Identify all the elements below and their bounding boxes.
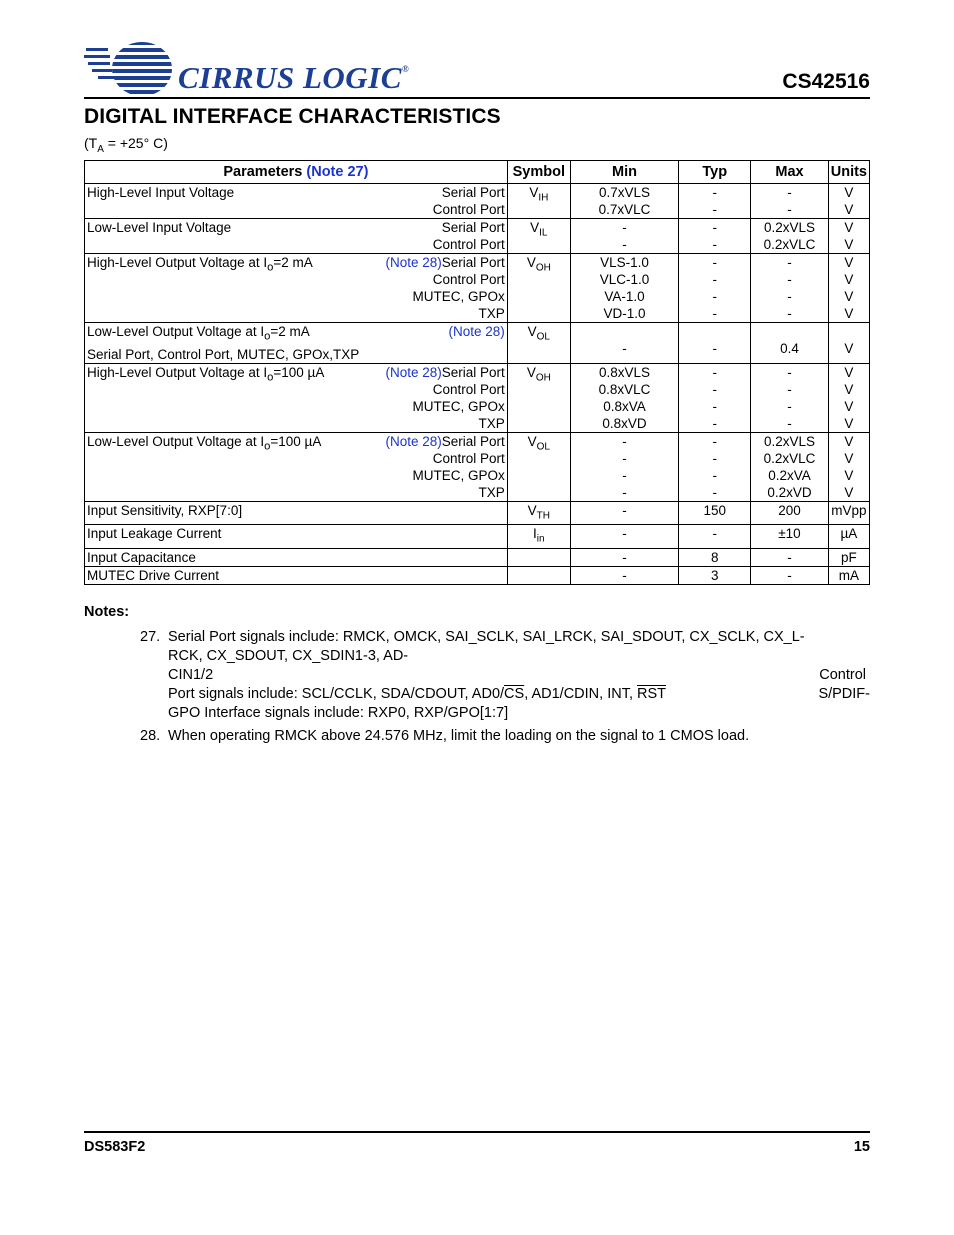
min-cell: - - - - [570, 432, 678, 501]
max-cell: - [751, 567, 829, 585]
units-cell: pF [828, 549, 869, 567]
header-max: Max [751, 161, 829, 184]
typ-cell: - - - - [679, 363, 751, 432]
spec-table [84, 160, 870, 585]
header-rule [84, 97, 870, 99]
max-cell: - - [751, 184, 829, 219]
max-cell: 0.4 [751, 323, 829, 364]
note-27-link[interactable]: (Note 27) [306, 163, 369, 180]
param-cell: MUTEC Drive Current [85, 567, 508, 585]
table-row [85, 567, 870, 585]
param-cell: High-Level Output Voltage at $I_o=100$ µA (Note 28)Serial Port Control Port MUTEC, GPOx TXP [85, 363, 508, 432]
units-cell: V V [828, 184, 869, 219]
table-row [85, 184, 870, 219]
header-symbol: Symbol [507, 161, 570, 184]
table-row [85, 549, 870, 567]
table-row [85, 219, 870, 254]
page-number: 15 [853, 1139, 870, 1155]
param-cell: Input Leakage Current [85, 525, 508, 549]
min-cell: - [570, 525, 678, 549]
param-cell: Low-Level Output Voltage at $I_o=100$ µA (Note 28)Serial Port Control Port MUTEC, GPOx TXP [85, 432, 508, 501]
cirrus-logic-logo [84, 38, 410, 100]
datasheet-page: CIRRUS LOGIC® CS42516 DIGITAL INTERFACE CHARACTERISTICS ($T_A = +25^\circ$ C) Parameters (Note 27) Symbol Min Typ Max Units High-Level Input Voltage Serial Port Control Port $V_{IH}$ 0.7xVLS 0.7xVLC - - - - V V Low-Level Input Voltage Serial Port Control Port $V_{IL}$ - - - - 0.2xVLS 0.2xVLC V V High-Level Output Voltage at $I_o=2$ mA (Note 28)Serial Port Control Port MUTEC, GPOx TXP $V_{OH}$ VLS-1.0 VLC-1.0 VA-1.0 VD-1.0 - - - - - - - - V V V V Low-Level Output Voltage at $I_o=2$ mA (Note 28) Serial Port, Control Port, MUTEC, GPOx,TXP $V_{OL}$ - - 0.4 V High-Level Output Voltage at $I_o=100$ µA (Note 28)Serial Port Control Port MUTEC, GPOx TXP $V_{OH}$ 0.8xVLS 0.8xVLC 0.8xVA 0.8xVD - - - - - - - - V V V V Low-Level Output Voltage at $I_o=100$ µA (Note 28)Serial Port Control Port MUTEC, GPOx TXP $V_{OL}$ - - - - - - - - 0.2xVLS 0.2xVLC 0.2xVA 0.2xVD V V V V Input Sensitivity, RXP[7:0] $V_{TH}$ - 150 200 mVpp Input Leakage Current $I_{in}$ - - ±10 µA Input Capacitance - 8 - pF MUTEC Drive Current - 3 - mA Notes: 27. Serial Port signals include: RMCK, OMCK, SAI_SCLK, SAI_LRCK, SAI_SDOUT, CX_SCLK, CX_L- RCK, CX_SDOUT, CX_SDIN1-3, AD- CIN1/2 Control Port signals include: SCL/CCLK, SDA/CDOUT, $AD0/\overline{CS}$, AD1/CDIN, INT, $\overline{RST}$ S/PDIF- GPO Interface signals include: RXP0, RXP/GPO[1:7] 28. When operating RMCK above 24.576 MHz, limit the loading on the signal to 1 CMOS load. DS583F2 15 [0, 0, 954, 1235]
swoosh-logo-icon [84, 38, 184, 100]
units-cell: V V V V [828, 254, 869, 323]
typ-cell: 3 [679, 567, 751, 585]
note-28-link[interactable]: (Note 28) [448, 324, 505, 339]
symbol-cell: $V_{OL}$ [507, 432, 570, 501]
notes-heading: Notes: [84, 604, 130, 620]
max-cell: 0.2xVLS 0.2xVLC [751, 219, 829, 254]
footer-rule [84, 1131, 870, 1133]
table-row [85, 525, 870, 549]
typ-cell: - - [679, 219, 751, 254]
min-cell: 0.7xVLS 0.7xVLC [570, 184, 678, 219]
note-28-link[interactable]: (Note 28) [385, 433, 442, 449]
min-cell: - [570, 323, 678, 364]
max-cell: 200 [751, 501, 829, 525]
header-min: Min [570, 161, 678, 184]
units-cell: V V [828, 219, 869, 254]
param-cell: High-Level Output Voltage at $I_o=2$ mA (Note 28)Serial Port Control Port MUTEC, GPOx TXP [85, 254, 508, 323]
max-cell: - [751, 549, 829, 567]
header-units: Units [828, 161, 869, 184]
test-condition: ($T_A = +25^\circ$ C) [84, 135, 168, 155]
symbol-cell: $V_{IH}$ [507, 184, 570, 219]
table-row [85, 254, 870, 323]
max-cell: ±10 [751, 525, 829, 549]
typ-cell: - - [679, 184, 751, 219]
param-cell: Low-Level Input Voltage Serial Port Control Port [85, 219, 508, 254]
typ-cell: 150 [679, 501, 751, 525]
max-cell: 0.2xVLS 0.2xVLC 0.2xVA 0.2xVD [751, 432, 829, 501]
symbol-cell: $V_{TH}$ [507, 501, 570, 525]
note-28-link[interactable]: (Note 28) [385, 364, 442, 380]
typ-cell: - [679, 525, 751, 549]
min-cell: VLS-1.0 VLC-1.0 VA-1.0 VD-1.0 [570, 254, 678, 323]
typ-cell: - - - - [679, 254, 751, 323]
max-cell: - - - - [751, 254, 829, 323]
header-parameters: Parameters (Note 27) [85, 161, 508, 184]
table-row [85, 323, 870, 364]
typ-cell: 8 [679, 549, 751, 567]
min-cell: 0.8xVLS 0.8xVLC 0.8xVA 0.8xVD [570, 363, 678, 432]
units-cell: V V V V [828, 432, 869, 501]
table-row [85, 432, 870, 501]
typ-cell: - - - - [679, 432, 751, 501]
symbol-cell: $V_{OH}$ [507, 363, 570, 432]
symbol-cell: $V_{OH}$ [507, 254, 570, 323]
units-cell: V V V V [828, 363, 869, 432]
document-id: CS42516 [782, 70, 870, 93]
param-cell: High-Level Input Voltage Serial Port Control Port [85, 184, 508, 219]
header-typ: Typ [679, 161, 751, 184]
max-cell: - - - - [751, 363, 829, 432]
min-cell: - [570, 501, 678, 525]
units-cell: µA [828, 525, 869, 549]
symbol-cell: $V_{IL}$ [507, 219, 570, 254]
table-row [85, 501, 870, 525]
symbol-cell [507, 567, 570, 585]
param-cell: Input Capacitance [85, 549, 508, 567]
units-cell: V [828, 323, 869, 364]
symbol-cell: $V_{OL}$ [507, 323, 570, 364]
param-cell: Input Sensitivity, RXP[7:0] [85, 501, 508, 525]
logo-wordmark: CIRRUS LOGIC® [178, 60, 410, 95]
symbol-cell: $I_{in}$ [507, 525, 570, 549]
units-cell: mA [828, 567, 869, 585]
min-cell: - - [570, 219, 678, 254]
typ-cell: - [679, 323, 751, 364]
table-row [85, 363, 870, 432]
min-cell: - [570, 549, 678, 567]
footer-doc-number: DS583F2 [84, 1139, 146, 1155]
min-cell: - [570, 567, 678, 585]
table-header-row [85, 161, 870, 184]
units-cell: mVpp [828, 501, 869, 525]
symbol-cell [507, 549, 570, 567]
page-title: DIGITAL INTERFACE CHARACTERISTICS [84, 105, 501, 128]
note-28-link[interactable]: (Note 28) [385, 255, 442, 270]
param-cell: Low-Level Output Voltage at $I_o=2$ mA (Note 28) Serial Port, Control Port, MUTEC, GPOx,TXP [85, 323, 508, 364]
